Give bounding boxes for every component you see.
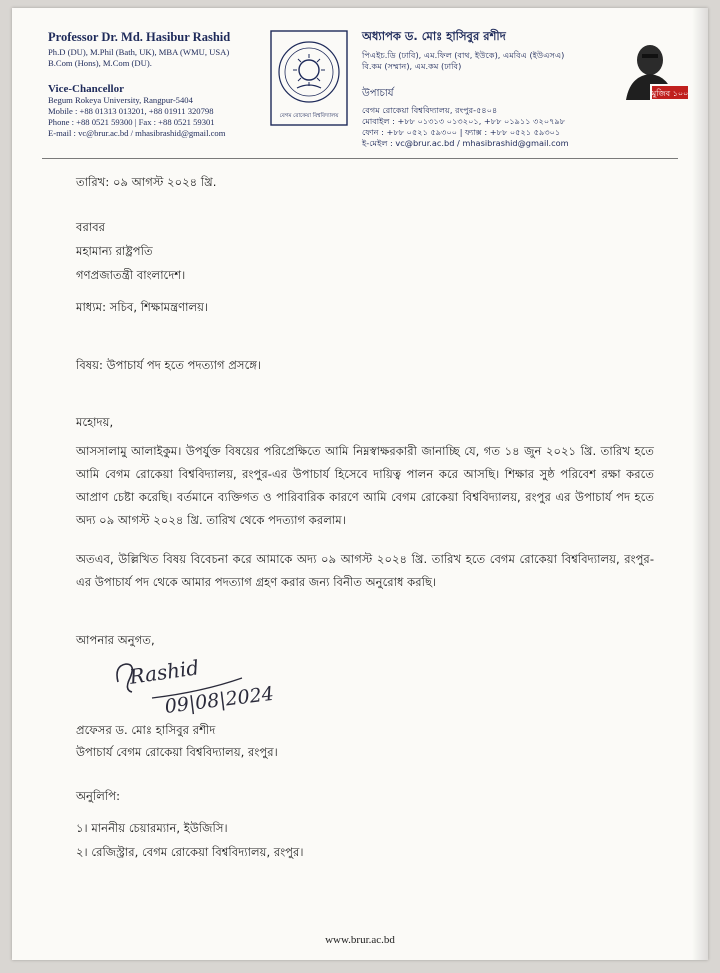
university-bangla: বেগম রোকেয়া বিশ্ববিদ্যালয়, রংপুর-৫৪০৪ <box>362 105 498 115</box>
cc-item-1: ১। মাননীয় চেয়ারম্যান, ইউজিসি। <box>76 821 228 835</box>
badge-text: মুজিব ১০০ <box>651 89 689 98</box>
sender-title-bangla: উপাচার্য <box>362 88 394 99</box>
sender-name-bangla: অধ্যাপক ড. মোঃ হাসিবুর রশীদ <box>362 29 506 43</box>
email-english: E-mail : vc@brur.ac.bd / mhasibrashid@gmail.com <box>48 128 226 138</box>
sender-name-english: Professor Dr. Md. Hasibur Rashid <box>48 30 231 44</box>
letter-date: তারিখ: ০৯ আগস্ট ২০২৪ খ্রি. <box>76 175 217 189</box>
phone-english: Phone : +88 0521 59300 | Fax : +88 0521 59301 <box>48 117 215 127</box>
phone-bangla: ফোন : +৮৮ ০৫২১ ৫৯৩০০ | ফ্যাক্স : +৮৮ ০৫২১ ৫৯৩০১ <box>362 127 561 137</box>
letterhead-english <box>48 30 298 139</box>
letterhead-divider <box>42 158 678 159</box>
signer-title: উপাচার্য বেগম রোকেয়া বিশ্ববিদ্যালয়, রংপুর। <box>76 745 278 759</box>
degrees-line-1: Ph.D (DU), M.Phil (Bath, UK), MBA (WMU, USA) <box>48 47 230 57</box>
footer-website: www.brur.ac.bd <box>325 934 395 946</box>
paragraph-1: আসসালামু আলাইকুম। উপর্যুক্ত বিষয়ের পরিপ্রেক্ষিতে আমি নিম্নস্বাক্ষরকারী জানাচ্ছি যে, গত ১৪ জুন ২০২১ খ্রি. তারিখ হতে আমি বেগম রোকেয়া বিশ্ববিদ্যালয়, রংপুর-এর উপাচার্য হিসেবে দায়িত্ব পালন করে আসছি। শিক্ষার সুষ্ঠ পরিবেশ রক্ষা করতে আপ্রাণ চেষ্টা করেছি। বর্তমানে ব্যক্তিগত ও পারিবারিক কারণে আমি বেগম রোকেয়া বিশ্ববিদ্যালয়, রংপুর এর উপাচার্য পদ হতে অদ্য ০৯ আগস্ট ২০২৪ খ্রি. তারিখ থেকে পদত্যাগ করলাম। <box>76 444 654 527</box>
recipient-line-2: গণপ্রজাতন্ত্রী বাংলাদেশ। <box>76 268 186 282</box>
paragraph-2: অতএব, উল্লিখিত বিষয় বিবেচনা করে আমাকে অদ্য ০৯ আগস্ট ২০২৪ খ্রি. তারিখ হতে বেগম রোকেয়া বিশ্ববিদ্যালয়, রংপুর-এর উপাচার্য পদ থেকে আমার পদত্যাগ গ্রহণ করার জন্য বিনীত অনুরোধ করছি। <box>76 552 654 589</box>
degrees-line-2: B.Com (Hons), M.Com (DU). <box>48 58 152 68</box>
cc-label: অনুলিপি: <box>76 789 121 803</box>
mobile-bangla: মোবাইল : +৮৮ ০১৩১৩ ০১৩২০১, +৮৮ ০১৯১১ ৩২০৭৯৮ <box>362 116 566 126</box>
mobile-english: Mobile : +88 01313 013201, +88 01911 320798 <box>48 106 214 116</box>
salutation: মহোদয়, <box>76 415 114 429</box>
degrees-bangla-2: বি.কম (সম্মান), এম.কম (ঢাবি) <box>362 61 462 71</box>
letterhead-bangla <box>362 28 642 149</box>
university-english: Begum Rokeya University, Rangpur-5404 <box>48 95 193 105</box>
letter-page <box>12 8 708 960</box>
through-line: মাধ্যম: সচিব, শিক্ষামন্ত্রণালয়। <box>76 300 209 314</box>
signature-name: Rashid <box>128 655 201 689</box>
recipient-line-1: মহামান্য রাষ্ট্রপতি <box>76 244 153 258</box>
closing: আপনার অনুগত, <box>76 633 155 647</box>
to-label: বরাবর <box>76 220 106 234</box>
email-bangla: ই-মেইল : vc@brur.ac.bd / mhasibrashid@gmail.com <box>362 138 569 148</box>
cc-item-2: ২। রেজিস্ট্রার, বেগম রোকেয়া বিশ্ববিদ্যালয়, রংপুর। <box>76 845 304 859</box>
handwritten-signature <box>112 648 322 718</box>
degrees-bangla-1: পিএইচ.ডি (ঢাবি), এম.ফিল (বাথ, ইউকে), এমবিএ (ইউএসএ) <box>362 50 565 60</box>
mujib-badge <box>612 38 692 108</box>
signer-name: প্রফেসর ড. মোঃ হাসিবুর রশীদ <box>76 723 216 737</box>
signature-date: 09|08|2024 <box>163 682 275 718</box>
sender-title-english: Vice-Chancellor <box>48 83 124 95</box>
university-logo <box>270 30 348 126</box>
logo-label: বেগম রোকেয়া বিশ্ববিদ্যালয় <box>279 113 339 119</box>
subject-line: বিষয়: উপাচার্য পদ হতে পদত্যাগ প্রসঙ্গে। <box>76 358 262 372</box>
